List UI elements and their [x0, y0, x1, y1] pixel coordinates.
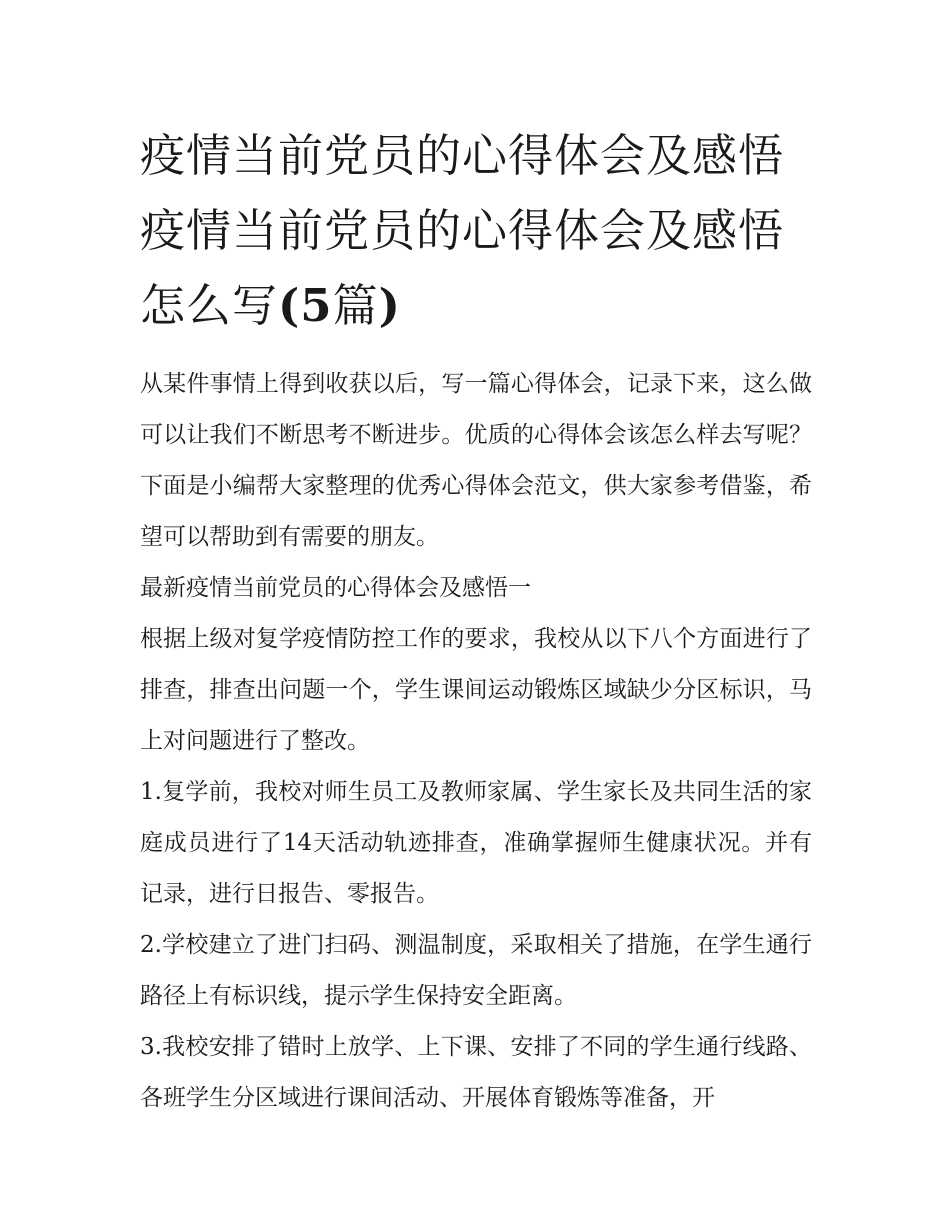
document-body — [140, 118, 812, 1124]
intro-paragraph: 从某件事情上得到收获以后，写一篇心得体会，记录下来，这么做可以让我们不断思考不断进步。优质的心得体会该怎么样去写呢？下面是小编帮大家整理的优秀心得体会范文，供大家参考借鉴，希望可以帮助到有需要的朋友。 — [140, 371, 812, 550]
body-paragraph: 根据上级对复学疫情防控工作的要求，我校从以下八个方面进行了排查，排查出问题一个，学生课间运动锻炼区域缺少分区标识，马上对问题进行了整改。 — [140, 626, 812, 754]
list-item-2: 2.学校建立了进门扫码、测温制度，采取相关了措施，在学生通行路径上有标识线，提示学生保持安全距离。 — [140, 932, 812, 1009]
section-heading: 最新疫情当前党员的心得体会及感悟一 — [140, 575, 531, 601]
title-count-close: ) — [378, 279, 401, 332]
title-count-open: (5 — [278, 279, 333, 332]
document-title — [140, 118, 812, 343]
title-count-unit: 篇 — [332, 279, 379, 332]
title-text: 疫情当前党员的心得体会及感悟 疫情当前党员的心得体会及感悟怎么写 — [140, 129, 785, 332]
list-item-1: 1.复学前，我校对师生员工及教师家属、学生家长及共同生活的家庭成员进行了14天活动轨迹排查，准确掌握师生健康状况。并有记录，进行日报告、零报告。 — [140, 779, 812, 907]
list-item-3: 3.我校安排了错时上放学、上下课、安排了不同的学生通行线路、各班学生分区域进行课间活动、开展体育锻炼等准备，开 — [140, 1034, 812, 1111]
